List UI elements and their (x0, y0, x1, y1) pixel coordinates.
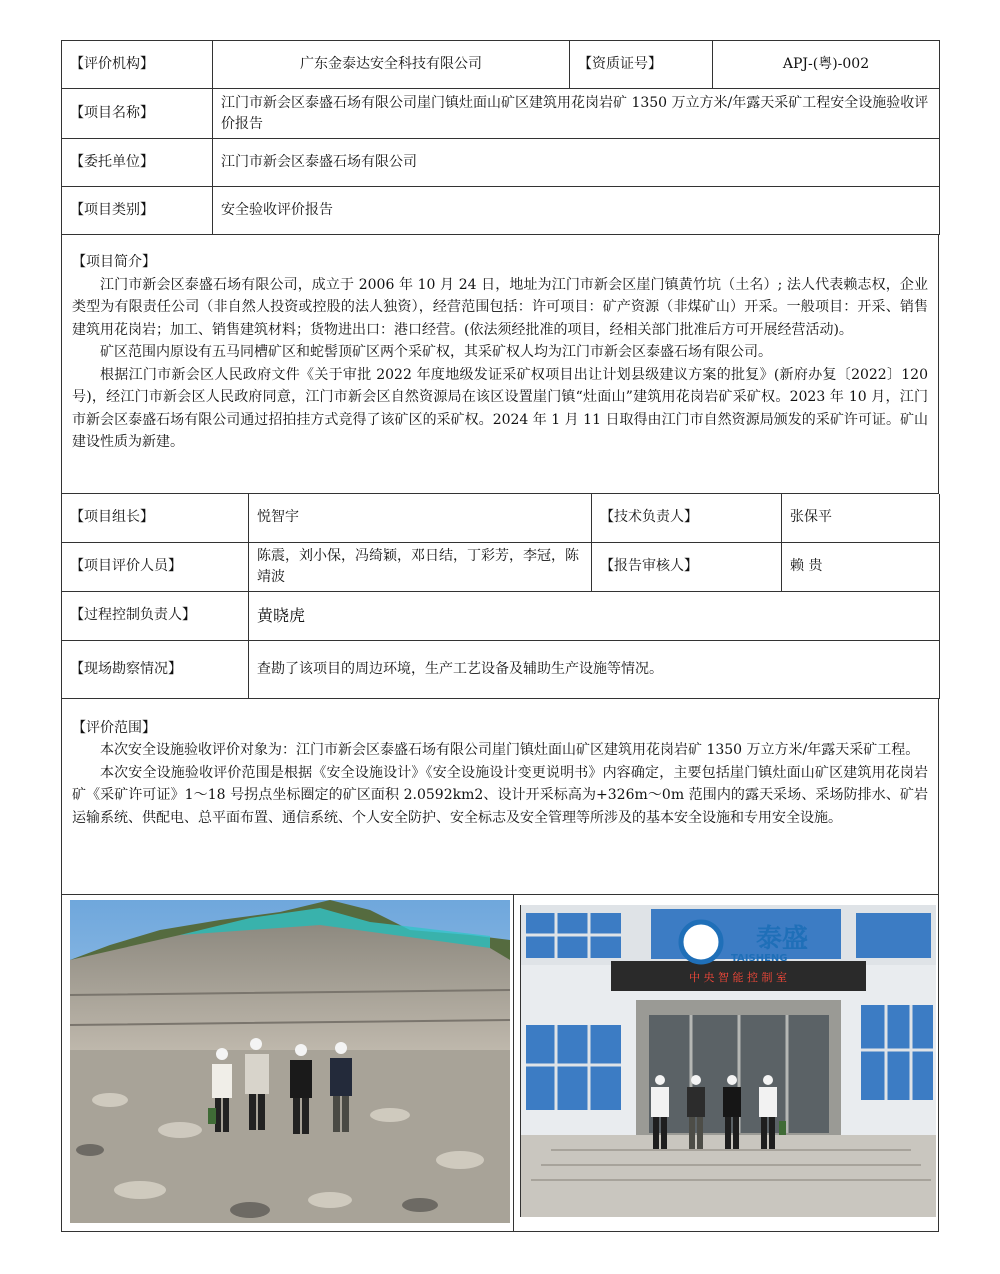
report-sheet (61, 40, 939, 1232)
staff-value: 陈震，刘小保，冯绮颖，邓日结，丁彩芳，李冠，陈靖波 (249, 542, 592, 591)
scope-heading: 【评价范围】 (72, 719, 156, 736)
leader-value: 悦智宇 (249, 494, 592, 542)
cert-value: APJ-(粤)-002 (713, 41, 940, 89)
intro-paragraph-1: 江门市新会区泰盛石场有限公司，成立于 2006 年 10 月 24 日，地址为江门市新会区崖门镇黄竹坑（土名）; 法人代表赖志权，企业类型为有限责任公司（非自然人投资或控股的法人独资），经营范围包括：许可项目：矿产资源（非煤矿山）开采。一般项目：开采、销售建筑用花岗岩；加工、销售建筑材料；货物进出口：港口经营。(依法须经批准的项目，经相关部门批准后方可开展经营活动)。 (72, 276, 928, 338)
cert-label: 【资质证号】 (570, 41, 713, 89)
review-value: 赖 贵 (782, 542, 940, 591)
photo-divider (513, 895, 514, 1231)
survey-label: 【现场勘察情况】 (62, 640, 249, 698)
quarry-site-photo (70, 900, 510, 1223)
scope-section (61, 699, 939, 895)
photo-row (61, 895, 939, 1232)
intro-paragraph-3: 根据江门市新会区人民政府文件《关于审批 2022 年度地级发证采矿权项目出让计划县级建议方案的批复》(新府办复〔2022〕120 号)，经江门市新会区人民政府同意，江门市新会区自然资源局在该区设置崖门镇“灶面山”建筑用花岗岩矿采矿权。2023 年 10 月，江门市新会区泰盛石场有限公司通过招拍挂方式竞得了该矿区的采矿权。2024 年 1 月 11 日取得由江门市自然资源局颁发的采矿许可证。矿山建设性质为新建。 (72, 366, 928, 450)
intro-section (61, 235, 939, 494)
scope-paragraph-2: 本次安全设施验收评价范围是根据《安全设施设计》《安全设施设计变更说明书》内容确定，主要包括崖门镇灶面山矿区建筑用花岗岩矿《采矿许可证》1～18 号拐点坐标圈定的矿区面积 2.0592km2、设计开采标高为+326m～0m 范围内的露天采场、采场防排水、矿岩运输系统、供配电、总平面布置、通信系统、个人安全防护、安全标志及安全管理等所涉及的基本安全设施和专用安全设施。 (72, 764, 928, 826)
org-label: 【评价机构】 (62, 41, 213, 89)
org-value: 广东金泰达安全科技有限公司 (213, 41, 570, 89)
client-value: 江门市新会区泰盛石场有限公司 (213, 139, 940, 187)
tech-label: 【技术负责人】 (592, 494, 782, 542)
staff-label: 【项目评价人员】 (62, 542, 249, 591)
quarry-site-illustration (70, 900, 510, 1223)
category-value: 安全验收评价报告 (213, 187, 940, 235)
category-label: 【项目类别】 (62, 187, 213, 235)
intro-paragraph-2: 矿区范围内原设有五马同槽矿区和蛇髻顶矿区两个采矿权，其采矿权人均为江门市新会区泰盛石场有限公司。 (100, 344, 772, 360)
control-building-illustration (521, 905, 936, 1217)
scope-paragraph-1: 本次安全设施验收评价对象为：江门市新会区泰盛石场有限公司崖门镇灶面山矿区建筑用花岗岩矿 1350 万立方米/年露天采矿工程。 (100, 742, 920, 758)
building-brand-sign: 泰盛 (756, 923, 809, 954)
process-value: 黄晓虎 (249, 591, 940, 640)
control-room-banner: 中 央 智 能 控 制 室 (689, 970, 787, 984)
team-table (61, 494, 940, 699)
leader-label: 【项目组长】 (62, 494, 249, 542)
header-table (61, 40, 940, 235)
intro-heading: 【项目简介】 (72, 254, 156, 270)
tech-value: 张保平 (782, 494, 940, 542)
review-label: 【报告审核人】 (592, 542, 782, 591)
project-value: 江门市新会区泰盛石场有限公司崖门镇灶面山矿区建筑用花岗岩矿 1350 万立方米/年露天采矿工程安全设施验收评价报告 (213, 89, 940, 139)
process-label: 【过程控制负责人】 (62, 591, 249, 640)
control-building-photo (520, 905, 936, 1217)
client-label: 【委托单位】 (62, 139, 213, 187)
project-label: 【项目名称】 (62, 89, 213, 139)
building-brand-latin: TAISHENG (731, 952, 788, 964)
survey-value: 查勘了该项目的周边环境，生产工艺设备及辅助生产设施等情况。 (249, 640, 940, 698)
